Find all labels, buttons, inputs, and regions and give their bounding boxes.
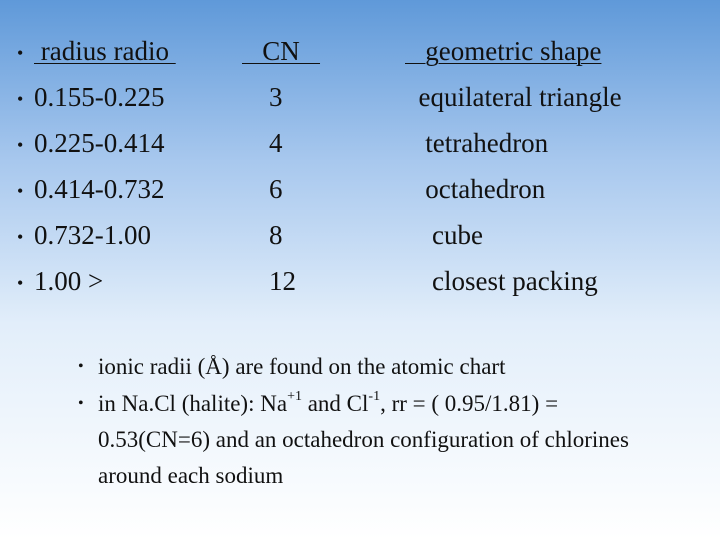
bullet: •	[17, 227, 24, 247]
radius-ratio-cell: 0.225-0.414	[34, 128, 165, 158]
table-row	[0, 168, 720, 214]
cn-cell: 3	[242, 82, 283, 112]
cn-cell: 6	[242, 174, 283, 204]
table-row	[0, 76, 720, 122]
header-geometric-shape: geometric shape	[405, 36, 602, 66]
bullet: •	[17, 273, 24, 293]
note-suffix: , rr = ( 0.95/1.81) = 0.53(CN=6) and an octahedron configuration of chlorines around each sodium	[98, 391, 629, 488]
note-mid: and Cl	[301, 391, 369, 416]
shape-cell: tetrahedron	[405, 128, 549, 158]
radius-ratio-cell: 0.414-0.732	[34, 174, 165, 204]
cn-cell: 4	[242, 128, 283, 158]
bullet: •	[78, 358, 84, 375]
shape-cell: equilateral triangle	[405, 82, 622, 112]
note-prefix: in Na.Cl (halite): Na	[98, 391, 288, 416]
shape-cell: cube	[405, 220, 483, 250]
table-row	[0, 214, 720, 260]
shape-cell: closest packing	[405, 266, 598, 296]
bullet: •	[17, 181, 24, 201]
radius-ratio-cell: 1.00 >	[34, 266, 104, 296]
radius-ratio-cell: 0.155-0.225	[34, 82, 165, 112]
table-row	[0, 260, 720, 306]
na-charge: +1	[287, 389, 302, 405]
table-row	[0, 122, 720, 168]
cn-cell: 12	[242, 266, 296, 296]
bullet: •	[17, 135, 24, 155]
header-cn: CN	[242, 36, 321, 66]
table-header-row	[0, 30, 720, 76]
note-text: ionic radii (Å) are found on the atomic chart	[98, 354, 506, 379]
cl-charge: -1	[368, 389, 381, 405]
bullet: •	[17, 43, 24, 63]
note-text	[98, 386, 658, 494]
header-radius-ratio: radius radio	[34, 36, 176, 66]
shape-cell: octahedron	[405, 174, 546, 204]
bullet: •	[78, 395, 84, 412]
cn-cell: 8	[242, 220, 283, 250]
radius-ratio-cell: 0.732-1.00	[34, 220, 151, 250]
bullet: •	[17, 89, 24, 109]
